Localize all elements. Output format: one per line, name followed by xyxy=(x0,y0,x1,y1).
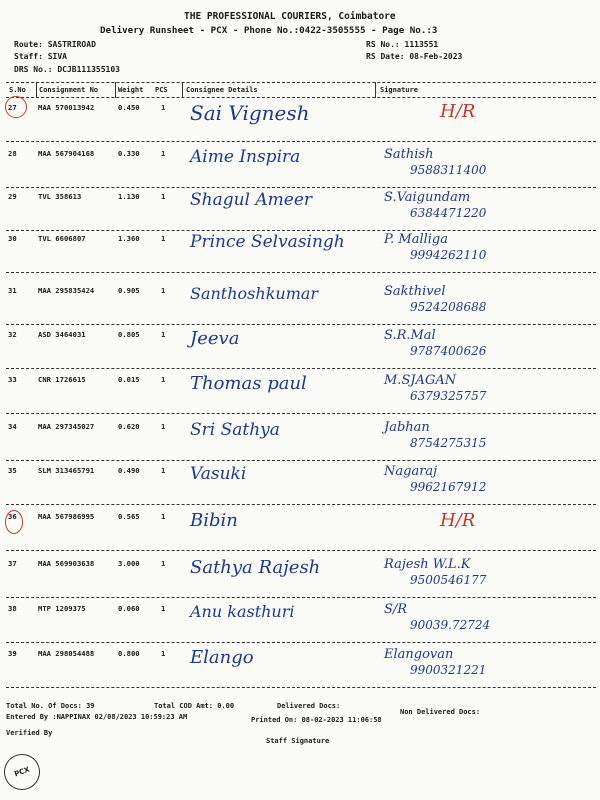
row-signature: Jabhan xyxy=(384,420,430,435)
row-phone-handwritten: 9787400626 xyxy=(410,344,487,358)
row-sno: 28 xyxy=(8,149,17,158)
runsheet-title: Delivery Runsheet - PCX - Phone No.:0422-3505555 - Page No.:3 xyxy=(100,25,438,36)
row-consignment: TVL 358613 xyxy=(38,192,82,201)
row-consignee-handwritten: Anu kasthuri xyxy=(190,602,295,621)
row-weight: 0.450 xyxy=(118,103,140,112)
row-consignee-handwritten: Santhoshkumar xyxy=(190,284,319,303)
row-signature: Sakthivel xyxy=(384,284,446,299)
row-weight: 3.000 xyxy=(118,559,140,568)
row-separator xyxy=(6,141,596,142)
row-pcs: 1 xyxy=(161,149,166,158)
row-pcs: 1 xyxy=(161,192,166,201)
row-pcs: 1 xyxy=(161,512,166,521)
row-sno: 35 xyxy=(8,466,17,475)
row-phone-handwritten: 6379325757 xyxy=(410,389,487,403)
row-sno: 30 xyxy=(8,234,17,243)
col-divider xyxy=(375,82,376,98)
red-circle-mark xyxy=(5,510,23,534)
row-separator xyxy=(6,642,596,643)
col-sno: S.No xyxy=(9,86,26,94)
row-consignment: TVL 6606807 xyxy=(38,234,86,243)
row-consignee-handwritten: Thomas paul xyxy=(190,373,307,394)
col-divider xyxy=(182,82,183,98)
row-phone-handwritten: 9588311400 xyxy=(410,163,487,177)
route: Route: SASTRIROAD xyxy=(14,40,96,49)
col-signature: Signature xyxy=(380,86,418,94)
row-signature: Sathish xyxy=(384,147,434,162)
col-consignment: Consignment No xyxy=(39,86,99,94)
row-signature: H/R xyxy=(440,510,476,531)
row-weight: 0.620 xyxy=(118,422,140,431)
staff-signature: Staff Signature xyxy=(266,737,330,745)
col-pcs: PCS xyxy=(155,86,168,94)
row-pcs: 1 xyxy=(161,234,166,243)
row-sno: 27 xyxy=(8,103,17,112)
row-consignment: MAA 567904168 xyxy=(38,149,95,158)
row-signature: M.SJAGAN xyxy=(384,373,457,388)
rs-date: RS Date: 08-Feb-2023 xyxy=(366,52,463,61)
row-signature: S/R xyxy=(384,602,408,617)
delivered-docs: Delivered Docs: xyxy=(277,702,341,710)
row-separator xyxy=(6,550,596,551)
row-weight: 0.800 xyxy=(118,649,140,658)
row-consignee-handwritten: Sai Vignesh xyxy=(190,101,310,125)
row-signature: Rajesh W.L.K xyxy=(384,557,471,572)
row-separator xyxy=(6,413,596,414)
row-weight: 0.905 xyxy=(118,286,140,295)
row-consignment: MAA 297345027 xyxy=(38,422,95,431)
total-cod: Total COD Amt: 0.00 xyxy=(154,702,235,710)
row-phone-handwritten: 8754275315 xyxy=(410,436,487,450)
col-divider xyxy=(36,82,37,98)
row-weight: 0.015 xyxy=(118,375,140,384)
staff: Staff: SIVA xyxy=(14,52,67,61)
row-weight: 0.565 xyxy=(118,512,140,521)
row-separator xyxy=(6,368,596,369)
row-consignee-handwritten: Vasuki xyxy=(190,464,247,484)
row-signature: Nagaraj xyxy=(384,464,438,479)
rs-number: RS No.: 1113551 xyxy=(366,40,439,49)
row-consignee-handwritten: Shagul Ameer xyxy=(190,190,313,210)
row-pcs: 1 xyxy=(161,286,166,295)
row-consignee-handwritten: Prince Selvasingh xyxy=(190,232,345,252)
drs-number: DRS No.: DCJB111355103 xyxy=(14,65,120,74)
row-separator xyxy=(6,687,596,688)
row-phone-handwritten: 9524208688 xyxy=(410,300,487,314)
row-weight: 1.360 xyxy=(118,234,140,243)
row-weight: 0.490 xyxy=(118,466,140,475)
row-phone-handwritten: 9994262110 xyxy=(410,248,487,262)
row-separator xyxy=(6,504,596,505)
non-delivered-docs: Non Delivered Docs: xyxy=(400,708,481,716)
row-sno: 34 xyxy=(8,422,17,431)
row-consignee-handwritten: Jeeva xyxy=(190,328,240,349)
row-sno: 32 xyxy=(8,330,17,339)
row-consignment: MAA 295835424 xyxy=(38,286,95,295)
row-separator xyxy=(6,324,596,325)
row-sno: 29 xyxy=(8,192,17,201)
row-separator xyxy=(6,187,596,188)
row-separator xyxy=(6,272,596,273)
row-consignee-handwritten: Sathya Rajesh xyxy=(190,557,321,578)
row-consignee-handwritten: Sri Sathya xyxy=(190,420,280,440)
red-circle-mark xyxy=(5,96,27,118)
row-sno: 37 xyxy=(8,559,17,568)
table-header-rule xyxy=(6,97,596,98)
col-weight: Weight xyxy=(118,86,144,94)
row-sno: 31 xyxy=(8,286,17,295)
row-pcs: 1 xyxy=(161,649,166,658)
row-pcs: 1 xyxy=(161,375,166,384)
row-signature: S.R.Mal xyxy=(384,328,436,343)
row-consignee-handwritten: Elango xyxy=(190,647,254,668)
row-weight: 1.130 xyxy=(118,192,140,201)
row-phone-handwritten: 9962167912 xyxy=(410,480,487,494)
row-signature: P. Malliga xyxy=(384,232,448,247)
table-top-rule xyxy=(6,82,596,83)
row-pcs: 1 xyxy=(161,330,166,339)
row-separator xyxy=(6,460,596,461)
row-phone-handwritten: 9900321221 xyxy=(410,663,487,677)
row-consignment: SLM 313465791 xyxy=(38,466,95,475)
row-weight: 0.060 xyxy=(118,604,140,613)
row-consignment: MAA 567986995 xyxy=(38,512,95,521)
verified-by: Verified By xyxy=(6,729,53,737)
row-pcs: 1 xyxy=(161,103,166,112)
row-phone-handwritten: 90039.72724 xyxy=(410,618,491,632)
row-consignment: ASD 3464031 xyxy=(38,330,86,339)
row-consignee-handwritten: Bibin xyxy=(190,510,238,531)
row-pcs: 1 xyxy=(161,604,166,613)
row-consignment: MTP 1209375 xyxy=(38,604,86,613)
row-separator xyxy=(6,597,596,598)
row-pcs: 1 xyxy=(161,422,166,431)
row-separator xyxy=(6,230,596,231)
company-name: THE PROFESSIONAL COURIERS, Coimbatore xyxy=(184,11,396,22)
row-consignee-handwritten: Aime Inspira xyxy=(190,147,301,167)
row-consignment: MAA 569903638 xyxy=(38,559,95,568)
company-stamp: PCX xyxy=(0,749,45,795)
row-signature: H/R xyxy=(440,101,476,122)
row-phone-handwritten: 9500546177 xyxy=(410,573,487,587)
row-weight: 0.805 xyxy=(118,330,140,339)
row-pcs: 1 xyxy=(161,559,166,568)
printed-on: Printed On: 08-02-2023 11:06:58 xyxy=(251,716,382,724)
row-weight: 0.330 xyxy=(118,149,140,158)
row-sno: 38 xyxy=(8,604,17,613)
row-sno: 36 xyxy=(8,512,17,521)
row-pcs: 1 xyxy=(161,466,166,475)
entered-by: Entered By :NAPPINAX 02/08/2023 10:59:23 AM xyxy=(6,713,188,721)
row-signature: S.Vaigundam xyxy=(384,190,471,205)
row-sno: 33 xyxy=(8,375,17,384)
row-signature: Elangovan xyxy=(384,647,454,662)
row-consignment: CNR 1726615 xyxy=(38,375,86,384)
row-consignment: MAA 570013942 xyxy=(38,103,95,112)
row-phone-handwritten: 6384471220 xyxy=(410,206,487,220)
row-consignment: MAA 298054488 xyxy=(38,649,95,658)
row-sno: 39 xyxy=(8,649,17,658)
col-consignee: Consignee Details xyxy=(186,86,258,94)
col-divider xyxy=(115,82,116,98)
total-docs: Total No. Of Docs: 39 xyxy=(6,702,95,710)
